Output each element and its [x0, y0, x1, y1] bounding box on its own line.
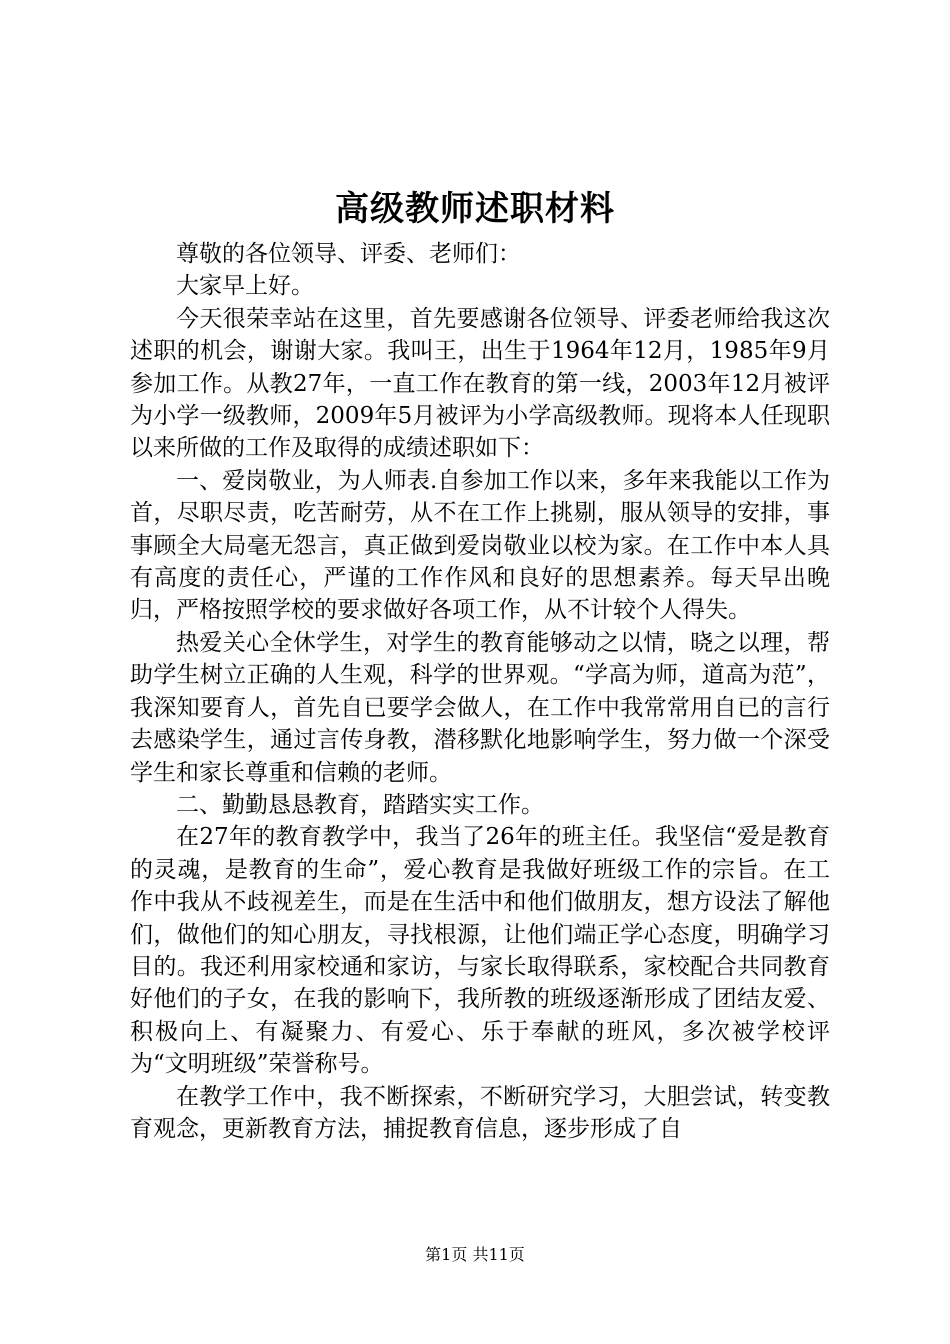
paragraph-teaching-work: 在教学工作中，我不断探索，不断研究学习，大胆尝试，转变教育观念，更新教育方法，捕捉教育信息，逐步形成了自 — [130, 1083, 830, 1142]
paragraph-salutation: 尊敬的各位领导、评委、老师们： — [176, 241, 521, 267]
paragraph-greeting: 大家早上好。 — [176, 273, 314, 300]
paragraph-section-two-heading: 二、勤勤恳恳教育，踏踏实实工作。 — [176, 791, 544, 818]
paragraph-class-teacher: 在27年的教育教学中，我当了26年的班主任。我坚信“爱是教育的灵魂，是教育的生命”，爱心教育是我做好班级工作的宗旨。在工作中我从不歧视差生，而是在生活中和他们做朋友，想方设法了解他们，做他们的知心朋友，寻找根源，让他们端正学心态度，明确学习目的。我还利用家校通和家访，与家长取得联系，家校配合共同教育好他们的子女，在我的影响下，我所教的班级逐渐形成了团结友爱、积极向上、有凝聚力、有爱心、乐于奉献的班风，多次被学校评为“文明班级”荣誉称号。 — [130, 824, 830, 1078]
paragraph-caring-students: 热爱关心全休学生，对学生的教育能够动之以情，晓之以理，帮助学生树立正确的人生观，科学的世界观。“学高为师，道高为范”，我深知要育人，首先自已要学会做人，在工作中我常常用自已的言行去感染学生，通过言传身教，潜移默化地影响学生，努力做一个深受学生和家长尊重和信赖的老师。 — [130, 629, 830, 786]
paragraph-introduction: 今天很荣幸站在这里，首先要感谢各位领导、评委老师给我这次述职的机会，谢谢大家。我叫王，出生于1964年12月，1985年9月参加工作。从教27年，一直工作在教育的第一线，2003年12月被评为小学一级教师，2009年5月被评为小学高级教师。现将本人任现职以来所做的工作及取得的成绩述职如下： — [130, 305, 830, 462]
page-number-footer: 第1页 共11页 — [425, 1245, 525, 1264]
document-body — [130, 238, 830, 1145]
paragraph-section-one: 一、爱岗敬业，为人师表.自参加工作以来，多年来我能以工作为首，尽职尽责，吃苦耐劳，从不在工作上挑剔，服从领导的安排，事事顾全大局毫无怨言，真正做到爱岗敬业以校为家。在工作中本人具有高度的责任心，严谨的工作作风和良好的思想素养。每天早出晚归，严格按照学校的要求做好各项工作，从不计较个人得失。 — [130, 467, 830, 624]
document-title: 高级教师述职材料 — [335, 189, 615, 229]
